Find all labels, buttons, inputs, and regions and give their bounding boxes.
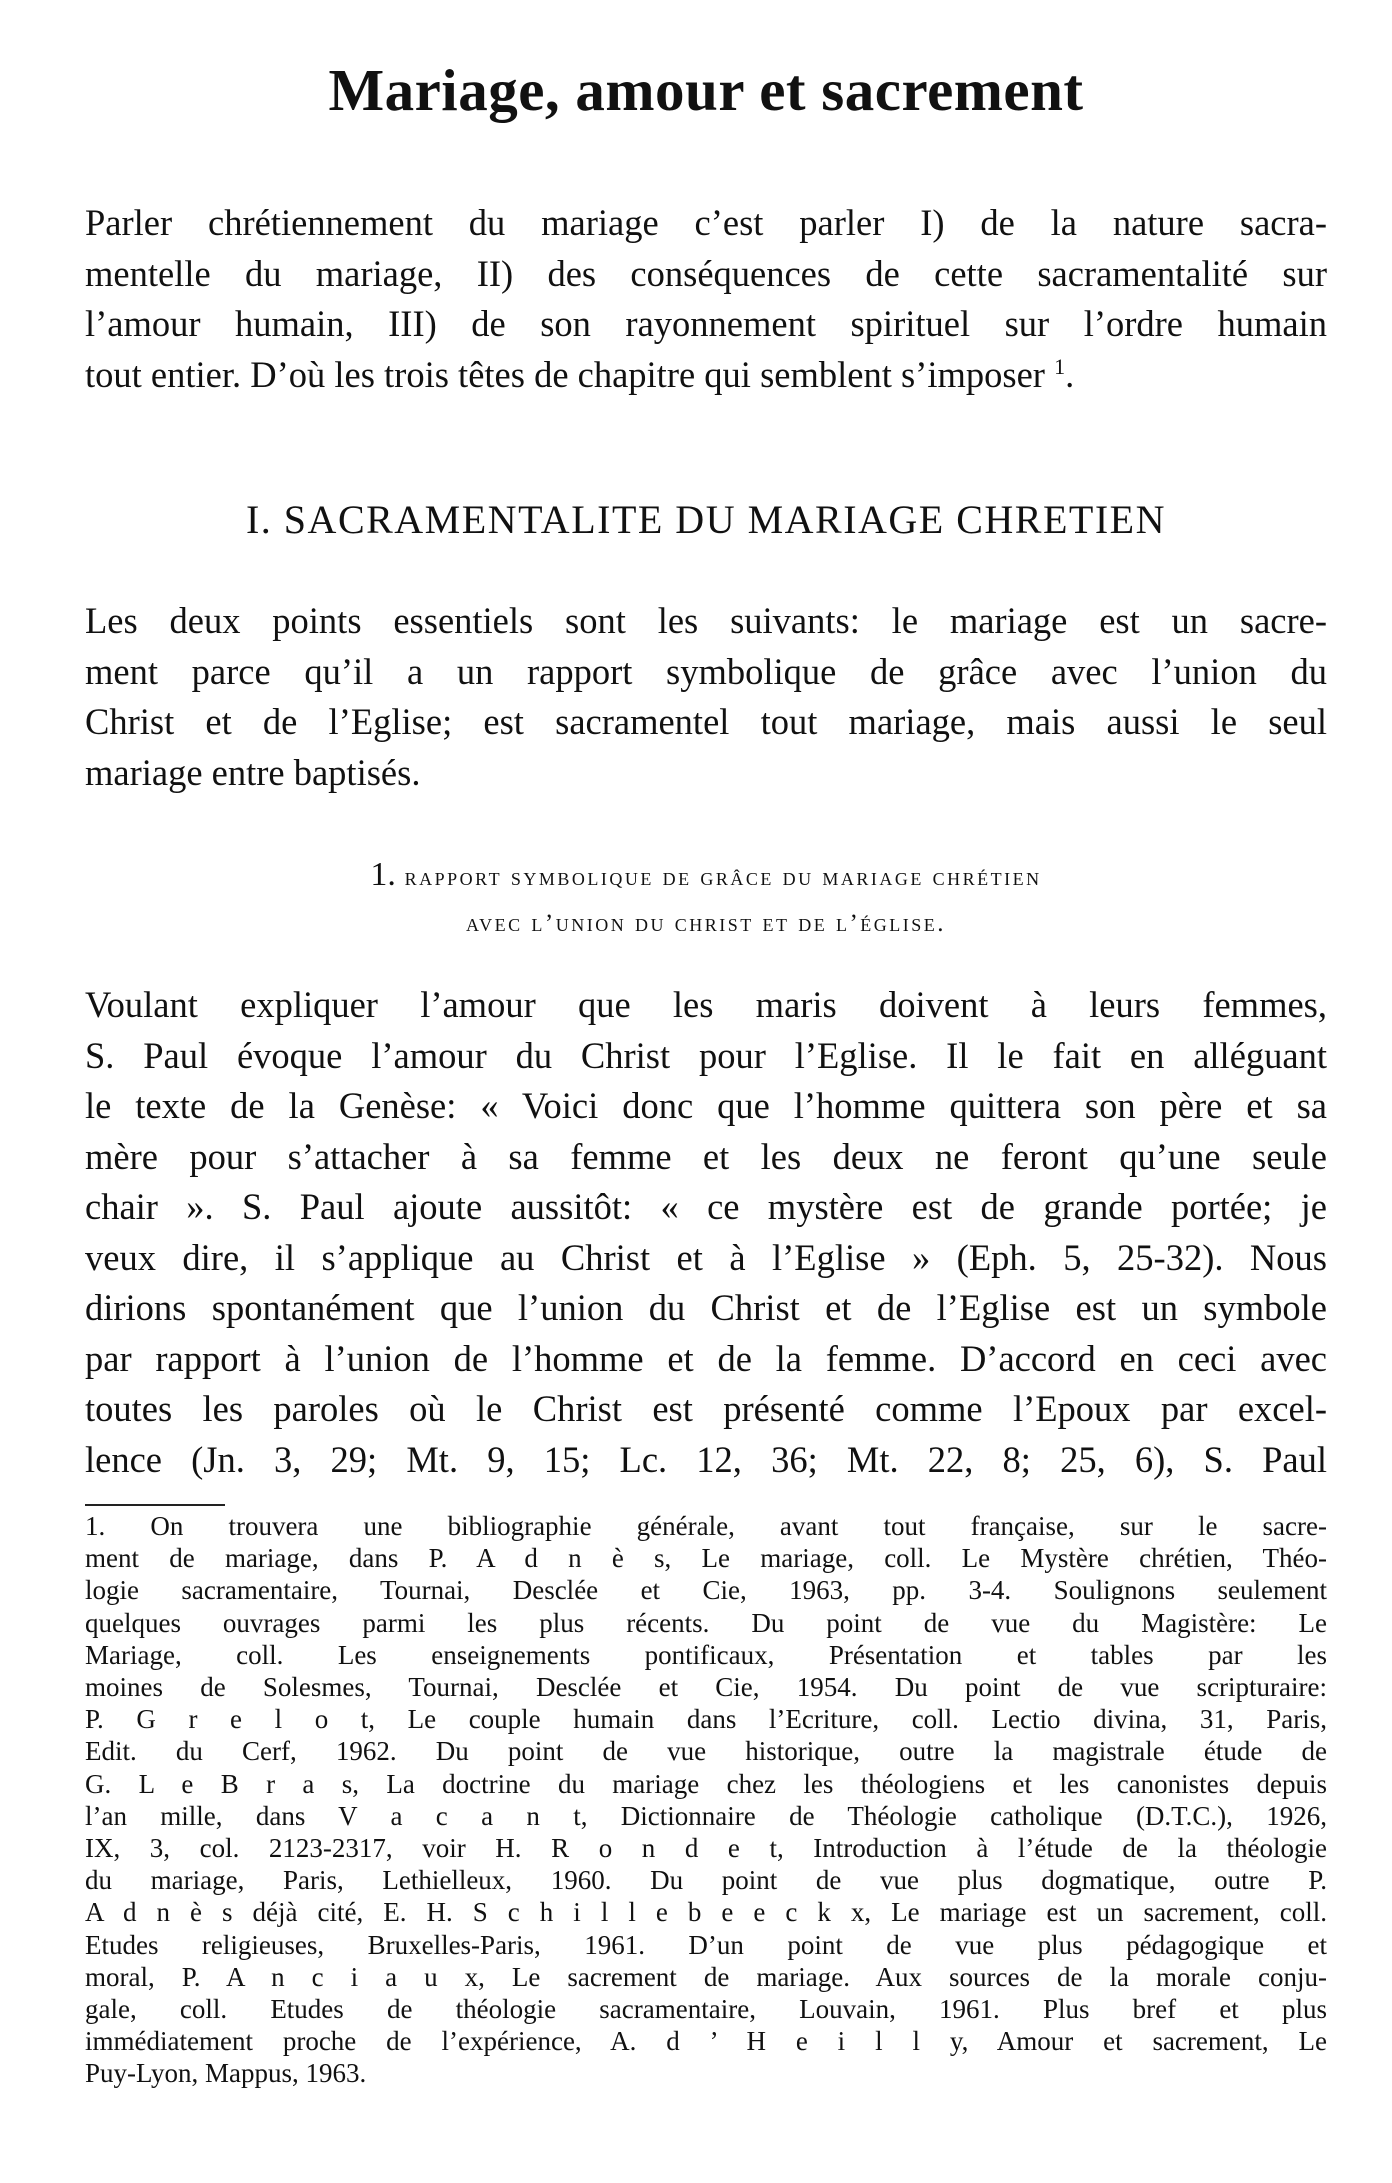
section-heading: I. SACRAMENTALITE DU MARIAGE CHRETIEN — [245, 497, 1166, 542]
footnote — [85, 1510, 1327, 2090]
subsection-heading-line: rapport symbolique de grâce du mariage chrétien — [404, 864, 1042, 891]
subsection-heading-line: avec l’union du christ et de l’église. — [465, 910, 947, 937]
text-line: lence (Jn. 3, 29; Mt. 9, 15; Lc. 12, 36; Mt. 22, 8; 25, 6), S. Paul — [85, 1438, 1327, 1480]
intro-paragraph — [85, 198, 1327, 400]
text-line: Voulant expliquer l’amour que les maris doivent à leurs femmes, — [85, 984, 1327, 1025]
end-punctuation: . — [1065, 353, 1075, 395]
subsection-heading — [85, 852, 1327, 947]
text-line: l’amour humain, III) de son rayonnement spirituel sur l’ordre humain — [85, 303, 1327, 344]
footnote-reference[interactable]: 1 — [1054, 353, 1066, 379]
text-line: S. Paul évoque l’amour du Christ pour l’Eglise. Il le fait en alléguant — [85, 1034, 1327, 1076]
text-line: par rapport à l’union de l’homme et de la femme. D’accord en ceci avec — [85, 1337, 1327, 1379]
footnote-line: quelques ouvrages parmi les plus récents. Du point de vue du Magistère: Le — [85, 1607, 1327, 1638]
text-line: chair ». S. Paul ajoute aussitôt: « ce mystère est de grande portée; je — [85, 1186, 1327, 1227]
subsection-paragraph — [85, 980, 1327, 1485]
footnote-line: G. L e B r a s, La doctrine du mariage chez les théologiens et les canonistes depuis — [85, 1768, 1327, 1799]
text-line-last — [85, 350, 1327, 401]
footnote-line: moral, P. A n c i a u x, Le sacrement de mariage. Aux sources de la morale conju- — [85, 1961, 1327, 1992]
text-line: tout entier. D’où les trois têtes de chapitre qui semblent s’imposer — [85, 353, 1045, 395]
footnote-line: 1. On trouvera une bibliographie générale, avant tout française, sur le sacre- — [85, 1511, 1327, 1541]
footnote-line: Edit. du Cerf, 1962. Du point de vue historique, outre la magistrale étude de — [85, 1736, 1327, 1767]
footnote-line: A d n è s déjà cité, E. H. S c h i l l e b e e c k x, Le mariage est un sacrement, coll. — [85, 1897, 1327, 1928]
footnote-line: logie sacramentaire, Tournai, Desclée et Cie, 1963, pp. 3-4. Soulignons seulement — [85, 1575, 1327, 1606]
text-line: ment parce qu’il a un rapport symbolique de grâce avec l’union du — [85, 650, 1327, 692]
footnote-line: Puy-Lyon, Mappus, 1963. — [85, 2058, 367, 2089]
text-line: Christ et de l’Eglise; est sacramentel tout mariage, mais aussi le seul — [85, 701, 1327, 742]
footnote-line: gale, coll. Etudes de théologie sacramentaire, Louvain, 1961. Plus bref et plus — [85, 1994, 1327, 2025]
footnote-line: ment de mariage, dans P. A d n è s, Le mariage, coll. Le Mystère chrétien, Théo- — [85, 1543, 1327, 1574]
text-line: veux dire, il s’applique au Christ et à l’Eglise » (Eph. 5, 25-32). Nous — [85, 1236, 1327, 1278]
footnote-line: du mariage, Paris, Lethielleux, 1960. Du point de vue plus dogmatique, outre P. — [85, 1865, 1327, 1896]
text-line: Parler chrétiennement du mariage c’est parler I) de la nature sacra- — [85, 202, 1327, 243]
footnote-line: P. G r e l o t, Le couple humain dans l’Ecriture, coll. Lectio divina, 31, Paris, — [85, 1704, 1327, 1735]
text-line: mère pour s’attacher à sa femme et les deux ne feront qu’une seule — [85, 1135, 1327, 1177]
footnote-line: moines de Solesmes, Tournai, Desclée et Cie, 1954. Du point de vue scripturaire: — [85, 1672, 1327, 1703]
footnote-divider — [85, 1504, 225, 1506]
section-paragraph — [85, 596, 1327, 798]
text-line: dirions spontanément que l’union du Christ et de l’Eglise est un symbole — [85, 1287, 1327, 1328]
subsection-number: 1. — [370, 856, 396, 893]
text-line: le texte de la Genèse: « Voici donc que l’homme quittera son père et sa — [85, 1085, 1327, 1126]
footnote-line: Mariage, coll. Les enseignements pontificaux, Présentation et tables par les — [85, 1639, 1327, 1670]
footnote-line: IX, 3, col. 2123-2317, voir H. R o n d e t, Introduction à l’étude de la théologie — [85, 1833, 1327, 1864]
footnote-line: l’an mille, dans V a c a n t, Dictionnaire de Théologie catholique (D.T.C.), 1926, — [85, 1800, 1327, 1831]
page-title: Mariage, amour et sacrement — [328, 57, 1084, 123]
text-line: toutes les paroles où le Christ est présenté comme l’Epoux par excel- — [85, 1388, 1327, 1429]
text-line: Les deux points essentiels sont les suivants: le mariage est un sacre- — [85, 600, 1327, 641]
text-line: mariage entre baptisés. — [85, 751, 421, 793]
footnote-line: Etudes religieuses, Bruxelles-Paris, 1961. D’un point de vue plus pédagogique et — [85, 1929, 1327, 1960]
footnote-line: immédiatement proche de l’expérience, A. d ’ H e i l l y, Amour et sacrement, Le — [85, 2026, 1327, 2057]
text-line: mentelle du mariage, II) des conséquences de cette sacramentalité sur — [85, 252, 1327, 294]
